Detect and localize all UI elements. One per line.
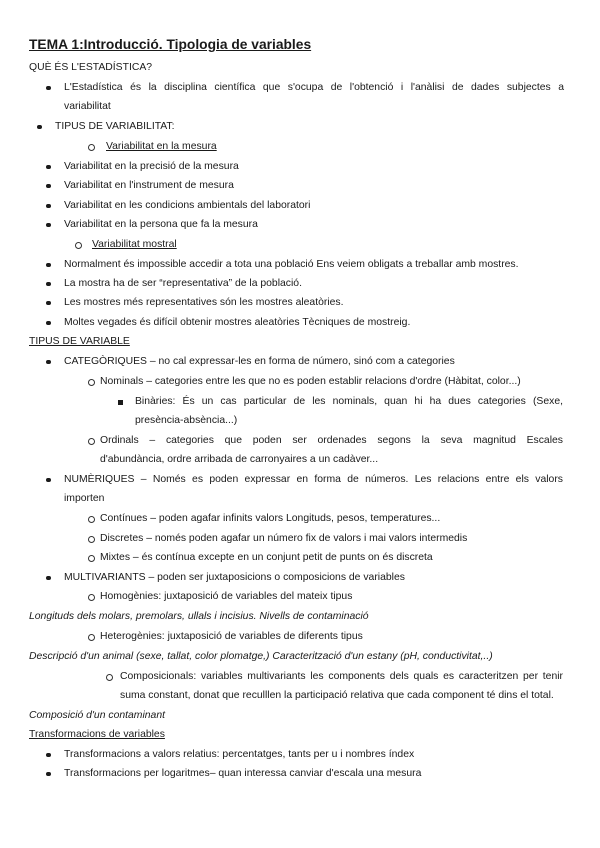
list-item-text: Ordinals – categories que poden ser ordenades segons la seva magnitud Escales <box>100 435 563 446</box>
list-item-text: Transformacions a valors relatius: percentatges, tants per u i nombres índex <box>64 749 415 760</box>
definition-line: L'Estadística és la disciplina científica que s'ocupa de l'obtenció i l'anàlisi de dades subjectes a <box>64 82 564 93</box>
list-item-text: Binàries: És un cas particular de les nominals, quan hi ha dues categories (Sexe, <box>135 396 563 407</box>
bullet-dot-icon <box>46 184 51 189</box>
list-item-text: Les mostres més representatives són les mostres aleatòries. <box>64 297 344 308</box>
bullet-dot-icon <box>37 125 42 130</box>
subheading-variabilitat-mostral: Variabilitat mostral <box>92 239 177 250</box>
bullet-circle-icon <box>88 555 95 562</box>
bullet-dot-icon <box>46 301 51 306</box>
list-item-text: MULTIVARIANTS – poden ser juxtaposicions o composicions de variables <box>64 572 405 583</box>
page-title: TEMA 1:Introducció. Tipologia de variables <box>29 37 312 52</box>
list-item-text: Discretes – només poden agafar un número fix de valors i mai valors intermedis <box>100 533 468 544</box>
list-item-text: Mixtes – és contínua excepte en un conjunt petit de punts on és discreta <box>100 552 433 563</box>
tipus-label: TIPUS DE VARIABILITAT: <box>55 121 175 132</box>
bullet-dot-icon <box>46 204 51 209</box>
list-item-text: Variabilitat en la precisió de la mesura <box>64 161 239 172</box>
list-item-text: NUMÈRIQUES – Només es poden expressar en forma de números. Les relacions entre els valors <box>64 474 563 485</box>
bullet-dot-icon <box>46 576 51 581</box>
bullet-dot-icon <box>46 165 51 170</box>
section-heading-text: QUÈ ÉS L'ESTADÍSTICA? <box>29 62 153 73</box>
list-item-text: La mostra ha de ser “representativa” de la població. <box>64 278 302 289</box>
list-item-text: Nominals – categories entre les que no es poden establir relacions d'ordre (Hàbitat, color...) <box>100 376 521 387</box>
list-item-text: presència-absència...) <box>135 415 238 426</box>
list-item-text: Normalment és impossible accedir a tota una població Ens veiem obligats a treballar amb mostres. <box>64 259 519 270</box>
list-item-text: Composicionals: variables multivariants les components dels quals es caracteritzen per tenir <box>120 671 563 682</box>
example-text: Composició d'un contaminant <box>29 710 165 721</box>
list-item-text: Variabilitat en la persona que fa la mesura <box>64 219 258 230</box>
list-item-text: Heterogènies: juxtaposició de variables de diferents tipus <box>100 631 363 642</box>
bullet-circle-icon <box>88 379 95 386</box>
section-heading-text: Transformacions de variables <box>29 729 165 740</box>
bullet-dot-icon <box>46 263 51 268</box>
list-item-text: importen <box>64 493 105 504</box>
bullet-dot-icon <box>46 321 51 326</box>
list-item-text: Transformacions per logaritmes– quan interessa canviar d'escala una mesura <box>64 768 422 779</box>
bullet-circle-icon <box>88 144 95 151</box>
bullet-dot-icon <box>46 223 51 228</box>
list-item-text: Contínues – poden agafar infinits valors Longituds, pesos, temperatures... <box>100 513 441 524</box>
bullet-square-icon <box>118 400 123 405</box>
list-item-text: Moltes vegades és difícil obtenir mostres aleatòries Tècniques de mostreig. <box>64 317 411 328</box>
list-item-text: Variabilitat en l'instrument de mesura <box>64 180 234 191</box>
list-item-text: d'abundància, ordre arribada de carronyaires a un cadàver... <box>100 454 379 465</box>
bullet-circle-icon <box>88 536 95 543</box>
example-text: Descripció d'un animal (sexe, tallat, color plomatge,) Caracterització d'un estany (pH, conductivitat,..) <box>29 651 493 662</box>
list-item-text: suma constant, donat que reculllen la participació relativa que cada component té dins el total. <box>120 690 554 701</box>
list-item-text: Homogènies: juxtaposició de variables del mateix tipus <box>100 591 353 602</box>
section-heading-text: TIPUS DE VARIABLE <box>29 336 130 347</box>
bullet-dot-icon <box>46 753 51 758</box>
list-item-text: CATEGÒRIQUES – no cal expressar-les en forma de número, sinó com a categories <box>64 356 455 367</box>
list-item-text: Variabilitat en les condicions ambientals del laboratori <box>64 200 311 211</box>
bullet-dot-icon <box>46 772 51 777</box>
bullet-circle-icon <box>88 438 95 445</box>
subheading-variabilitat-mesura: Variabilitat en la mesura <box>106 141 217 152</box>
bullet-dot-icon <box>46 478 51 483</box>
bullet-circle-icon <box>75 242 82 249</box>
bullet-dot-icon <box>46 360 51 365</box>
bullet-circle-icon <box>88 634 95 641</box>
bullet-dot-icon <box>46 86 51 91</box>
bullet-circle-icon <box>88 516 95 523</box>
bullet-circle-icon <box>106 674 113 681</box>
definition-line: variabilitat <box>64 101 111 112</box>
example-text: Longituds dels molars, premolars, ullals i incisius. Nivells de contaminació <box>29 611 369 622</box>
bullet-dot-icon <box>46 282 51 287</box>
bullet-circle-icon <box>88 594 95 601</box>
